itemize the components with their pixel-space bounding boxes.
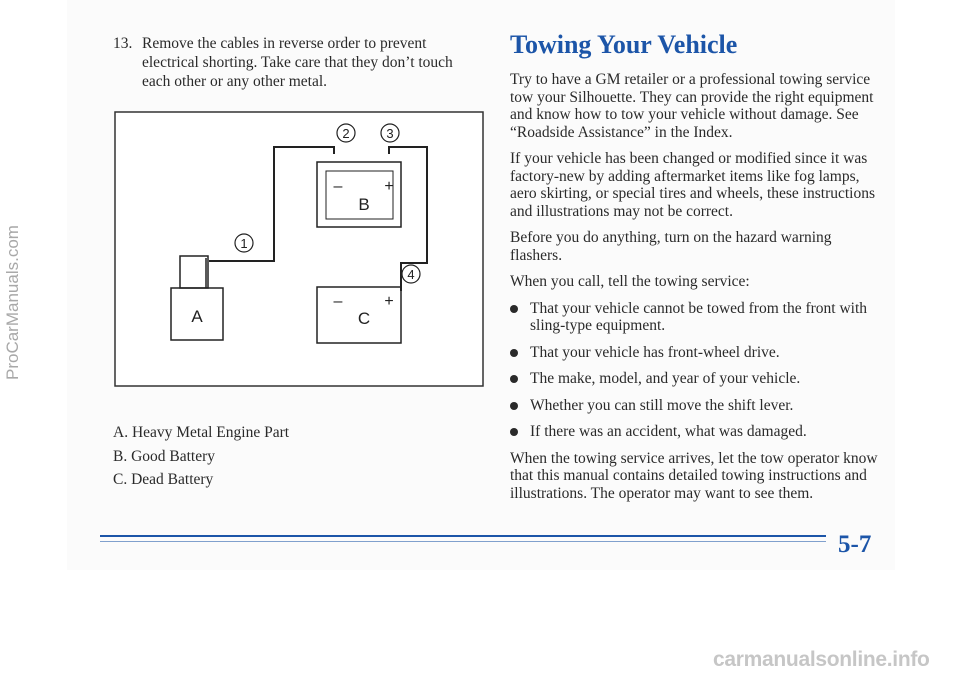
bullet-icon — [510, 305, 518, 313]
paragraph-hazard-flashers: Before you do anything, turn on the hazard warning flashers. — [510, 229, 832, 264]
b-plus: + — [384, 178, 394, 195]
figure-legend — [113, 423, 289, 494]
callout-4 — [402, 265, 420, 283]
bullet-icon — [510, 375, 518, 383]
legend-item-a: A. Heavy Metal Engine Part — [113, 424, 290, 441]
paragraph-modified-vehicle: If your vehicle has been changed or modified since it was factory-new by adding aftermarket items like fog lamps, aero skirting, or special tires and wheels, these instructions and illustrations may not be correct. — [510, 150, 876, 220]
box-c-label: C — [357, 309, 371, 328]
bullet-text: Whether you can still move the shift lever. — [530, 396, 794, 414]
side-watermark: ProCarManuals.com — [3, 225, 22, 380]
list-item — [510, 344, 882, 362]
footer-rule-thin — [100, 541, 826, 542]
bullet-text: If there was an accident, what was damaged. — [530, 423, 807, 440]
step-number: 13. — [113, 35, 133, 52]
step-13 — [113, 34, 463, 91]
svg-text:1: 1 — [240, 236, 248, 251]
svg-text:2: 2 — [342, 126, 350, 141]
svg-text:3: 3 — [386, 126, 394, 141]
jump-start-diagram — [114, 111, 484, 387]
c-plus: + — [384, 293, 394, 310]
legend-item-c: C. Dead Battery — [113, 471, 214, 488]
list-item — [510, 397, 882, 415]
paragraph-when-you-call: When you call, tell the towing service: — [510, 273, 750, 290]
footer-rule — [100, 535, 826, 537]
bullet-icon — [510, 428, 518, 436]
callout-2 — [337, 124, 355, 142]
callout-1 — [235, 234, 253, 252]
page-number: 5-7 — [838, 531, 872, 558]
towing-body — [510, 71, 882, 511]
bullet-text: That your vehicle has front-wheel drive. — [530, 343, 780, 361]
paragraph-gm-retailer: Try to have a GM retailer or a professional towing service tow your Silhouette. They can provide the right equipment and know how to tow your vehicle without damage. See “Roadside Assistance” in the Index. — [510, 71, 874, 141]
box-b-label: B — [358, 195, 370, 214]
list-item — [510, 300, 882, 335]
paragraph-tow-operator: When the towing service arrives, let the tow operator know that this manual contains detailed towing instructions and illustrations. The operator may want to see them. — [510, 449, 878, 502]
footer-watermark: carmanualsonline.info — [713, 648, 930, 671]
c-minus: – — [333, 293, 343, 310]
box-a-label: A — [191, 307, 203, 326]
bullet-text: The make, model, and year of your vehicle. — [530, 370, 801, 387]
bullet-text: That your vehicle cannot be towed from the front with sling-type equipment. — [530, 299, 868, 334]
svg-text:4: 4 — [407, 267, 415, 282]
callout-3 — [381, 124, 399, 142]
bullet-icon — [510, 402, 518, 410]
list-item — [510, 370, 882, 388]
bullet-icon — [510, 349, 518, 357]
b-minus: – — [333, 178, 343, 195]
step-text: Remove the cables in reverse order to prevent electrical shorting. Take care that they don’t touch each other or any other metal. — [142, 35, 453, 90]
list-item — [510, 423, 882, 441]
section-heading: Towing Your Vehicle — [510, 30, 738, 59]
legend-item-b: B. Good Battery — [113, 447, 216, 465]
